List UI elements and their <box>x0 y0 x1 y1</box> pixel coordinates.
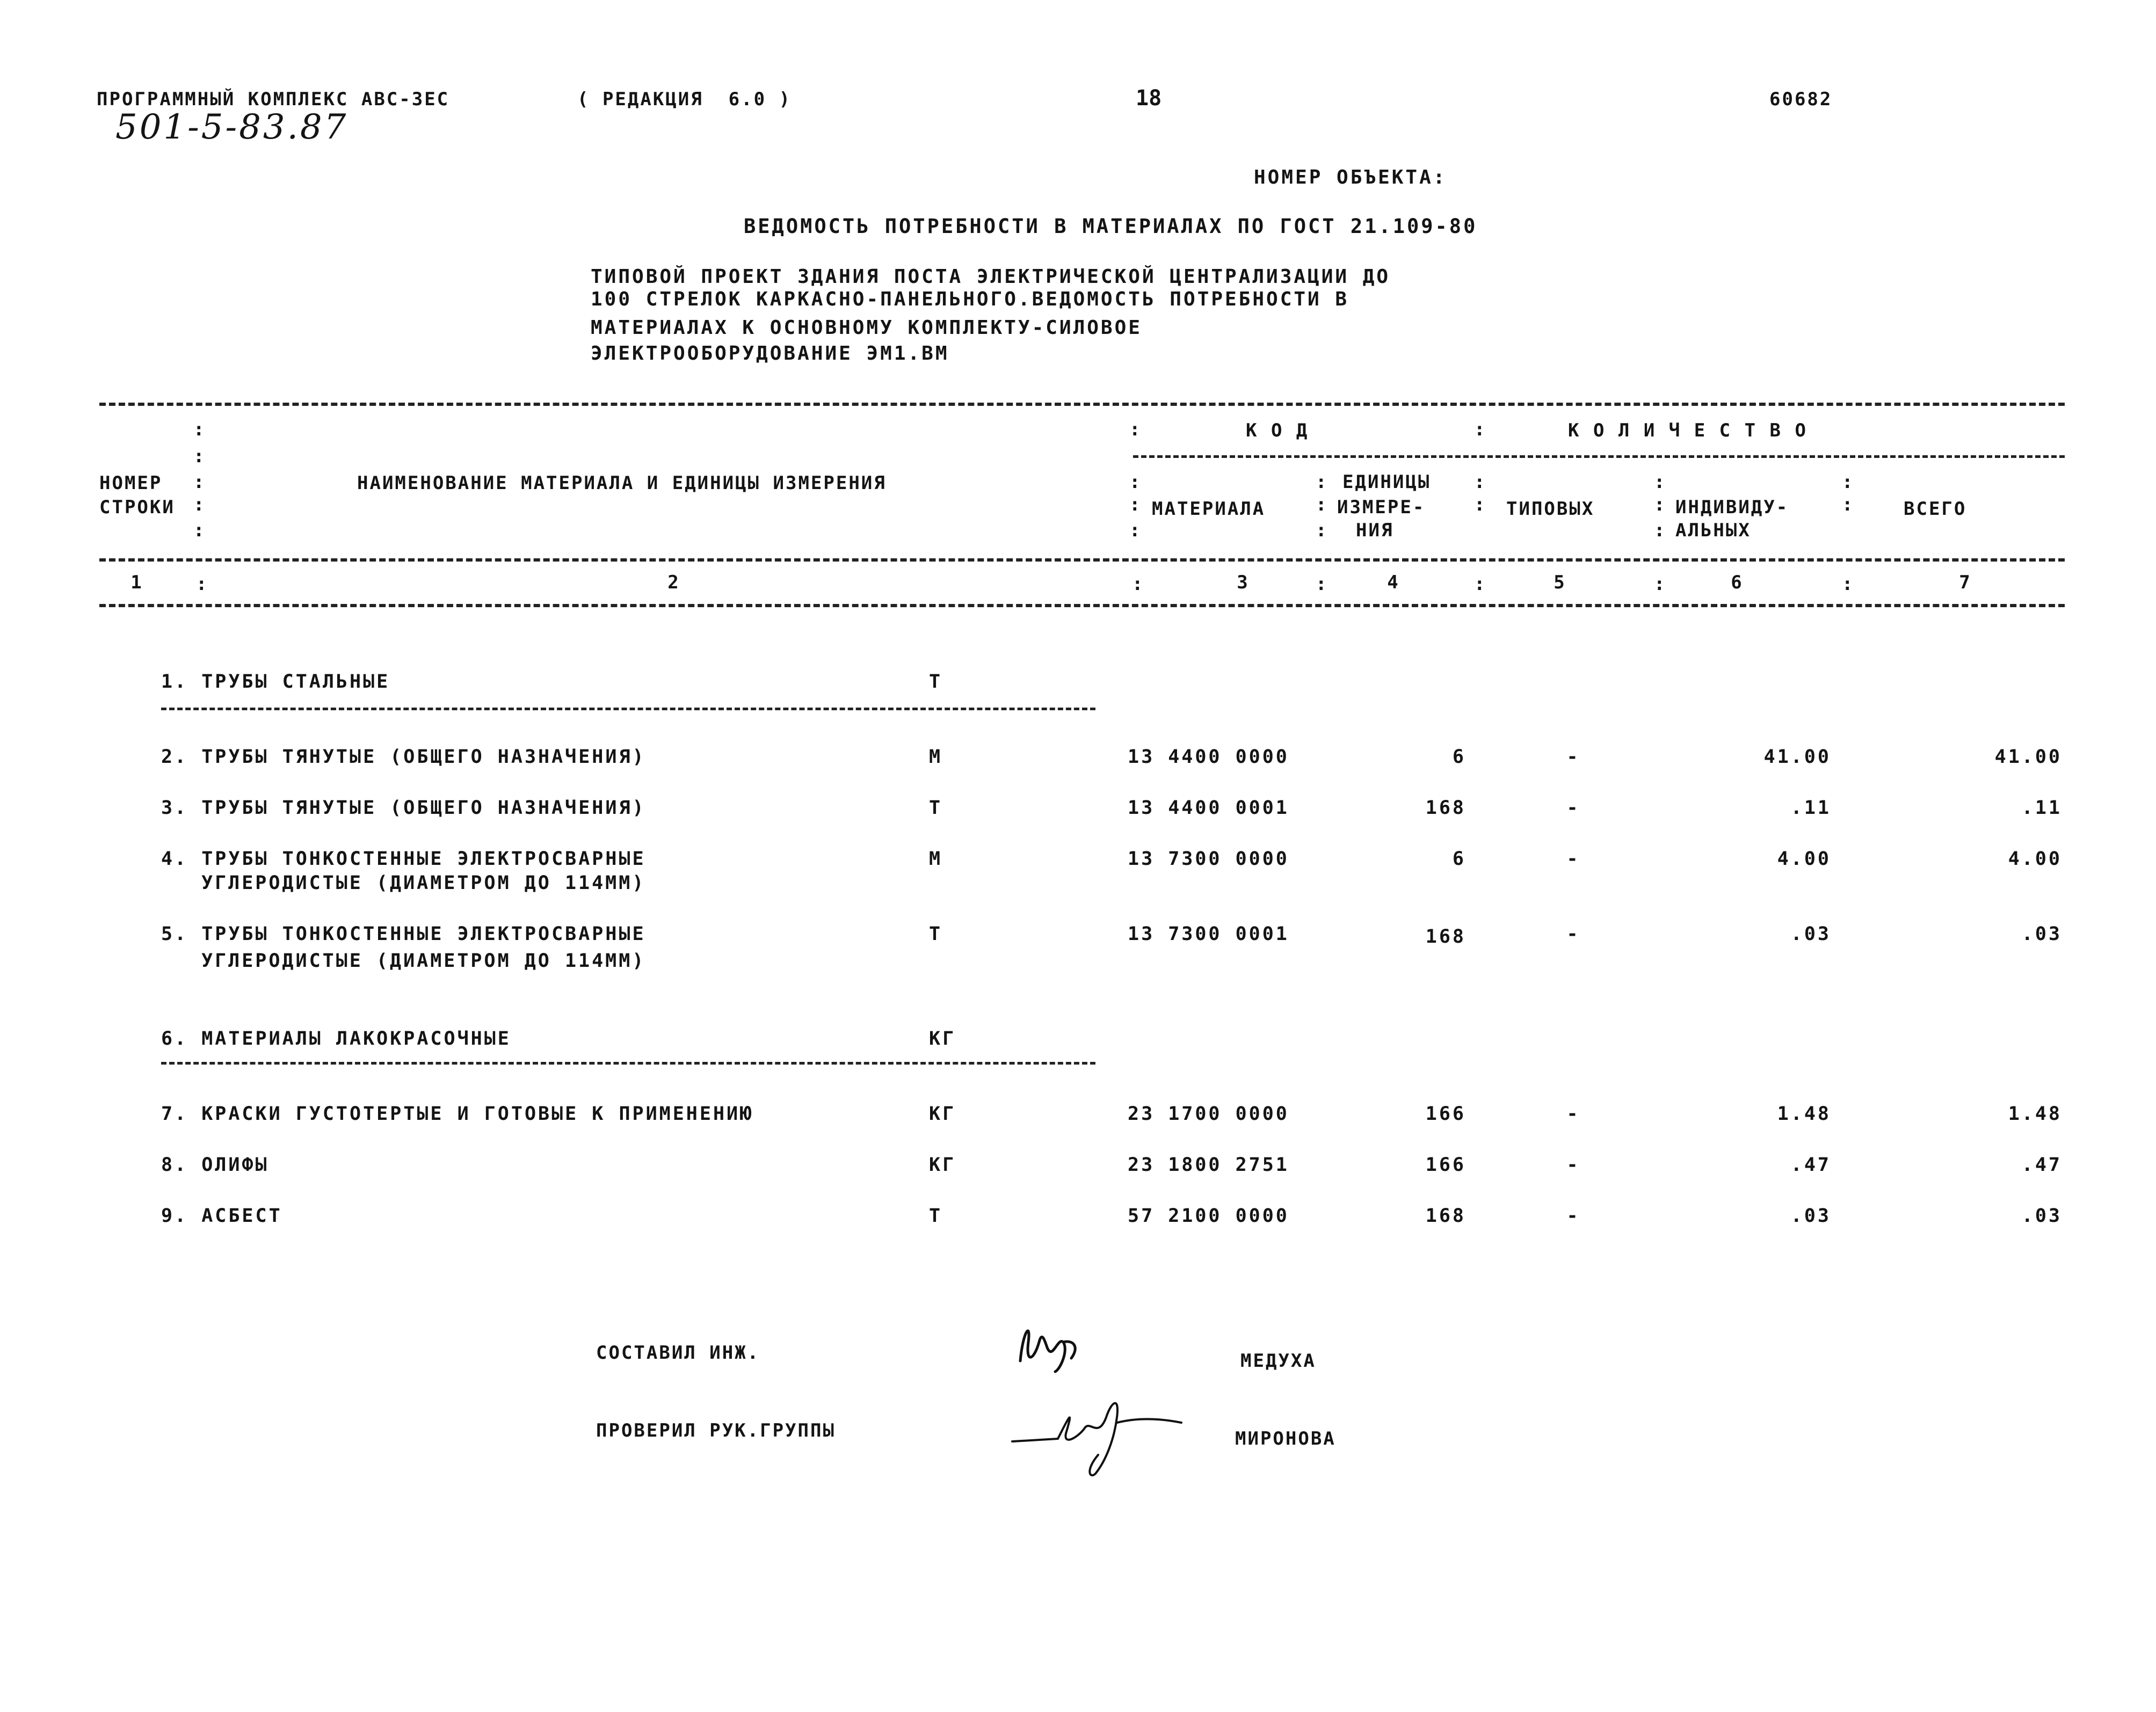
row-typical-qty: - <box>1566 1205 1580 1227</box>
row-individual-qty: 1.48 <box>1777 1103 1831 1125</box>
row-number-header-1: НОМЕР <box>99 472 163 494</box>
description-line-1: ТИПОВОЙ ПРОЕКТ ЗДАНИЯ ПОСТА ЭЛЕКТРИЧЕСКОЙ ЦЕНТРАЛИЗАЦИИ ДО <box>591 266 1391 288</box>
row-individual-qty: 4.00 <box>1777 848 1831 870</box>
column-numbers-bottom-rule <box>99 604 2065 607</box>
row-unit: КГ <box>929 1154 956 1176</box>
row-material-name-continued: УГЛЕРОДИСТЫЕ (ДИАМЕТРОМ ДО 114ММ) <box>201 872 646 894</box>
row-typical-qty: - <box>1566 1154 1580 1176</box>
unit-header-1: ЕДИНИЦЫ <box>1342 471 1431 493</box>
row-material-code: 23 1800 2751 <box>1128 1154 1289 1176</box>
handwritten-project-code: 501-5-83.87 <box>115 107 349 147</box>
row-material-code: 13 4400 0000 <box>1128 746 1289 768</box>
row-material-name: 4. ТРУБЫ ТОНКОСТЕННЫЕ ЭЛЕКТРОСВАРНЫЕ <box>161 848 646 870</box>
row-individual-qty: .03 <box>1790 1205 1831 1227</box>
total-header: ВСЕГО <box>1904 498 1967 520</box>
row-material-name: 2. ТРУБЫ ТЯНУТЫЕ (ОБЩЕГО НАЗНАЧЕНИЯ) <box>161 746 646 768</box>
document-title: ВЕДОМОСТЬ ПОТРЕБНОСТИ В МАТЕРИАЛАХ ПО ГОСТ 21.109-80 <box>744 215 1478 238</box>
row-unit-code: 168 <box>1425 1205 1466 1227</box>
group-underline <box>161 708 1095 710</box>
material-code-header: МАТЕРИАЛА <box>1152 498 1266 520</box>
row-typical-qty: - <box>1566 923 1580 945</box>
document-code: 60682 <box>1769 89 1833 110</box>
row-material-code: 57 2100 0000 <box>1128 1205 1289 1227</box>
individual-header-1: ИНДИВИДУ- <box>1675 497 1789 518</box>
row-typical-qty: - <box>1566 1103 1580 1125</box>
row-unit: М <box>929 848 943 870</box>
row-unit: Т <box>929 671 943 693</box>
row-total-qty: .47 <box>2021 1154 2062 1176</box>
row-material-code: 13 4400 0001 <box>1128 797 1289 819</box>
quantity-group-header: К О Л И Ч Е С Т В О <box>1568 420 1807 441</box>
checked-by-label: ПРОВЕРИЛ РУК.ГРУППЫ <box>596 1420 836 1441</box>
group-underline <box>161 1062 1095 1065</box>
edition-label: ( РЕДАКЦИЯ 6.0 ) <box>577 89 792 110</box>
row-material-name: 6. МАТЕРИАЛЫ ЛАКОКРАСОЧНЫЕ <box>161 1028 511 1050</box>
row-total-qty: 41.00 <box>1994 746 2062 768</box>
row-unit-code: 166 <box>1425 1154 1466 1176</box>
row-material-name: 5. ТРУБЫ ТОНКОСТЕННЫЕ ЭЛЕКТРОСВАРНЫЕ <box>161 923 646 945</box>
object-number-label: НОМЕР ОБЪЕКТА: <box>1254 166 1447 188</box>
row-material-name: 3. ТРУБЫ ТЯНУТЫЕ (ОБЩЕГО НАЗНАЧЕНИЯ) <box>161 797 646 819</box>
program-name: ПРОГРАММНЫЙ КОМПЛЕКС АВС-ЗЕС <box>97 89 450 110</box>
row-material-name: 1. ТРУБЫ СТАЛЬНЫЕ <box>161 671 390 693</box>
material-name-header: НАИМЕНОВАНИЕ МАТЕРИАЛА И ЕДИНИЦЫ ИЗМЕРЕНИЯ <box>357 472 887 494</box>
description-line-2: 100 СТРЕЛОК КАРКАСНО-ПАНЕЛЬНОГО.ВЕДОМОСТЬ ПОТРЕБНОСТИ В <box>591 288 1349 310</box>
row-total-qty: .03 <box>2021 923 2062 945</box>
signature-checked-mark <box>1010 1385 1187 1487</box>
table-top-rule <box>99 403 2065 406</box>
row-individual-qty: 41.00 <box>1763 746 1831 768</box>
unit-header-2: ИЗМЕРЕ- <box>1337 497 1426 518</box>
row-typical-qty: - <box>1566 797 1580 819</box>
column-number: 7 <box>1959 572 1972 593</box>
header-bottom-rule <box>99 558 2065 562</box>
row-unit-code: 6 <box>1452 746 1466 768</box>
page-number: 18 <box>1136 86 1162 111</box>
row-unit: КГ <box>929 1028 956 1050</box>
row-unit: КГ <box>929 1103 956 1125</box>
row-total-qty: 1.48 <box>2008 1103 2062 1125</box>
description-line-3: МАТЕРИАЛАХ К ОСНОВНОМУ КОМПЛЕКТУ-СИЛОВОЕ <box>591 317 1142 339</box>
row-material-name: 7. КРАСКИ ГУСТОТЕРТЫЕ И ГОТОВЫЕ К ПРИМЕНЕНИЮ <box>161 1103 754 1125</box>
row-individual-qty: .03 <box>1790 923 1831 945</box>
row-unit-code: 168 <box>1425 797 1466 819</box>
column-number: 3 <box>1237 572 1250 593</box>
row-unit-code: 6 <box>1452 848 1466 870</box>
description-line-4: ЭЛЕКТРООБОРУДОВАНИЕ ЭМ1.ВМ <box>591 343 949 365</box>
signature-compiled-mark <box>1010 1310 1101 1380</box>
code-group-header: К О Д <box>1246 420 1309 441</box>
row-unit-code: 166 <box>1425 1103 1466 1125</box>
row-unit-code: 168 <box>1425 926 1466 948</box>
row-number-header-2: СТРОКИ <box>99 497 175 518</box>
column-number: 6 <box>1731 572 1744 593</box>
row-material-name: 9. АСБЕСТ <box>161 1205 282 1227</box>
row-total-qty: 4.00 <box>2008 848 2062 870</box>
checked-by-name: МИРОНОВА <box>1235 1428 1336 1449</box>
row-material-name-continued: УГЛЕРОДИСТЫЕ (ДИАМЕТРОМ ДО 114ММ) <box>201 950 646 972</box>
row-unit: М <box>929 746 943 768</box>
individual-header-2: АЛЬНЫХ <box>1675 520 1751 541</box>
row-total-qty: .03 <box>2021 1205 2062 1227</box>
compiled-by-name: МЕДУХА <box>1240 1350 1316 1372</box>
row-individual-qty: .47 <box>1790 1154 1831 1176</box>
compiled-by-label: СОСТАВИЛ ИНЖ. <box>596 1342 760 1364</box>
row-individual-qty: .11 <box>1790 797 1831 819</box>
row-material-code: 13 7300 0000 <box>1128 848 1289 870</box>
row-unit: Т <box>929 923 943 945</box>
column-number: 1 <box>130 572 143 593</box>
row-material-code: 13 7300 0001 <box>1128 923 1289 945</box>
row-typical-qty: - <box>1566 746 1580 768</box>
row-unit: Т <box>929 1205 943 1227</box>
row-total-qty: .11 <box>2021 797 2062 819</box>
row-material-code: 23 1700 0000 <box>1128 1103 1289 1125</box>
unit-header-3: НИЯ <box>1356 520 1394 541</box>
column-number: 5 <box>1554 572 1566 593</box>
group-subrule <box>1133 455 2065 458</box>
column-number: 2 <box>667 572 680 593</box>
row-unit: Т <box>929 797 943 819</box>
column-number: 4 <box>1387 572 1400 593</box>
row-typical-qty: - <box>1566 848 1580 870</box>
typical-header: ТИПОВЫХ <box>1506 498 1595 520</box>
row-material-name: 8. ОЛИФЫ <box>161 1154 269 1176</box>
